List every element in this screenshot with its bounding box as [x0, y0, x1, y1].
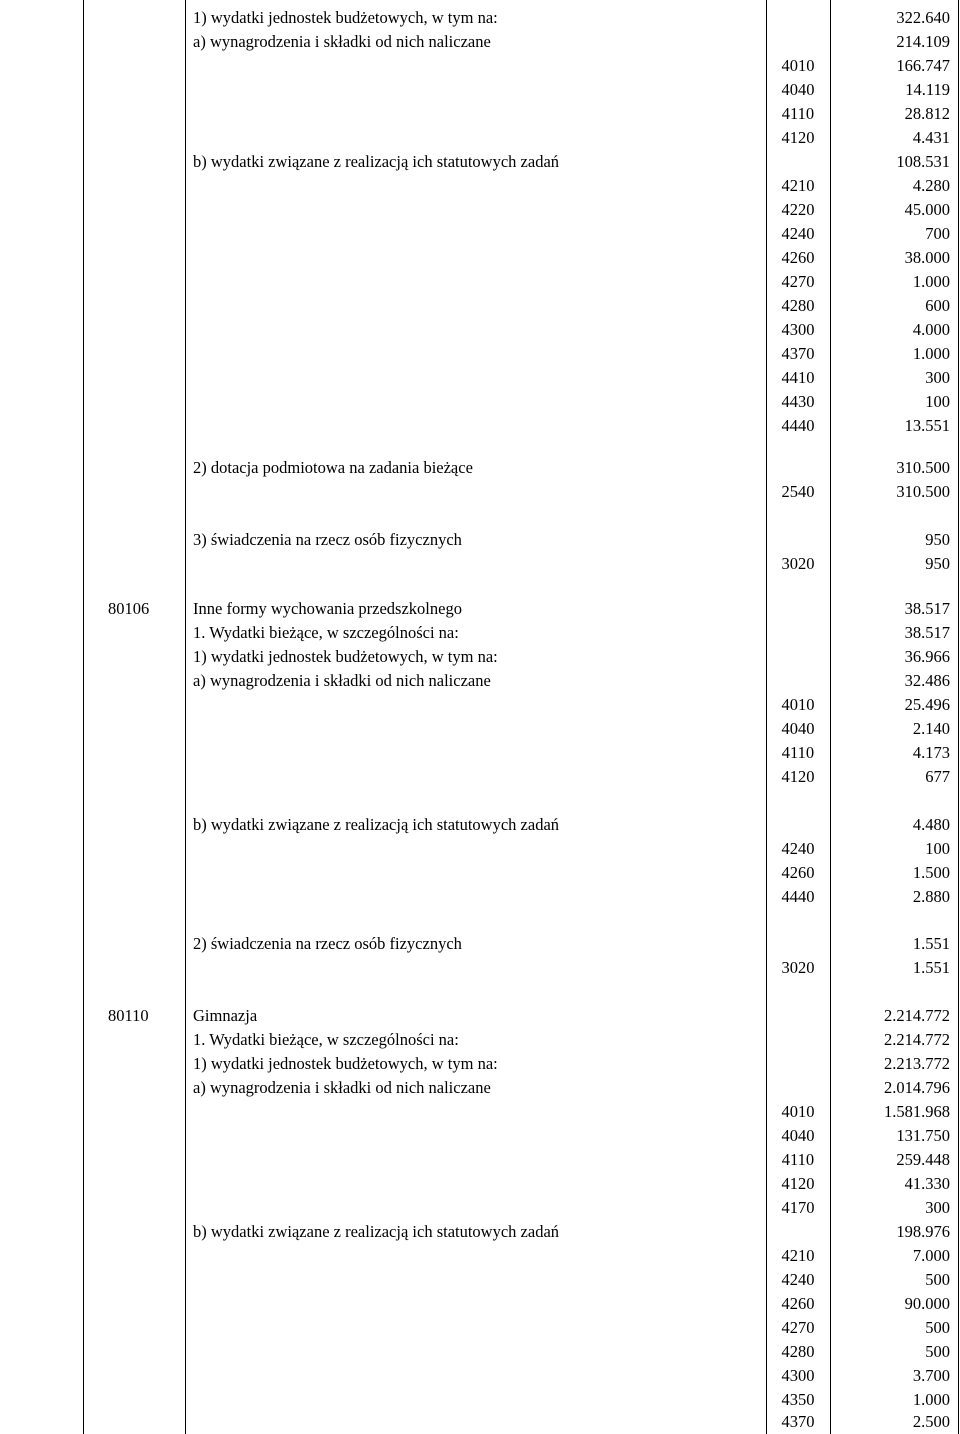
amount: 166.747: [896, 56, 950, 75]
amount: 1.551: [912, 934, 950, 953]
amount: 38.000: [904, 248, 950, 267]
table-row: [0, 102, 960, 126]
paragraph-code: 4370: [781, 1412, 815, 1431]
table-row: [0, 174, 960, 198]
amount: 4.280: [912, 176, 950, 195]
table-row: [0, 222, 960, 246]
table-row: [0, 126, 960, 150]
row-description: b) wydatki związane z realizacją ich statutowych zadań: [193, 152, 560, 171]
amount: 214.109: [896, 32, 950, 51]
table-row: [0, 342, 960, 366]
paragraph-code: 4210: [781, 1246, 815, 1265]
amount: 600: [925, 296, 950, 315]
amount: 41.330: [904, 1174, 950, 1193]
amount: 1.000: [912, 272, 950, 291]
amount: 131.750: [896, 1126, 950, 1145]
paragraph-code: 4240: [781, 224, 815, 243]
section-code: 80106: [108, 599, 150, 618]
table-row: [0, 1196, 960, 1220]
table-row: [0, 1052, 960, 1076]
paragraph-code: 4300: [781, 1366, 815, 1385]
table-row: [0, 645, 960, 669]
table-row: [0, 78, 960, 102]
row-description: 1. Wydatki bieżące, w szczególności na:: [193, 623, 459, 642]
paragraph-code: 4040: [781, 1126, 815, 1145]
amount: 310.500: [896, 482, 950, 501]
amount: 950: [925, 554, 950, 573]
table-row: [0, 1340, 960, 1364]
table-row: [0, 1148, 960, 1172]
row-description: 1. Wydatki bieżące, w szczególności na:: [193, 1030, 459, 1049]
paragraph-code: 4280: [781, 296, 815, 315]
row-description: a) wynagrodzenia i składki od nich naliczane: [193, 32, 491, 51]
table-row: [0, 390, 960, 414]
amount: 2.214.772: [884, 1006, 950, 1025]
table-row: [0, 1124, 960, 1148]
row-description: Gimnazja: [193, 1006, 258, 1025]
amount: 4.431: [912, 128, 950, 147]
paragraph-code: 4040: [781, 719, 815, 738]
amount: 1.551: [912, 958, 950, 977]
amount: 1.581.968: [884, 1102, 950, 1121]
paragraph-code: 4270: [781, 1318, 815, 1337]
amount: 28.812: [904, 104, 950, 123]
amount: 38.517: [904, 599, 950, 618]
amount: 1.500: [912, 863, 950, 882]
amount: 25.496: [904, 695, 950, 714]
table-row: [0, 885, 960, 909]
amount: 700: [925, 224, 950, 243]
amount: 4.480: [912, 815, 950, 834]
amount: 90.000: [904, 1294, 950, 1313]
table-row: [0, 621, 960, 645]
row-description: Inne formy wychowania przedszkolnego: [193, 599, 462, 618]
table-row: [0, 1172, 960, 1196]
paragraph-code: 4440: [781, 887, 815, 906]
table-row: [0, 837, 960, 861]
amount: 4.000: [912, 320, 950, 339]
table-row: [0, 1076, 960, 1100]
amount: 500: [925, 1342, 950, 1361]
amount: 300: [925, 1198, 950, 1217]
table-row: [0, 932, 960, 956]
table-row: [0, 597, 960, 621]
table-row: [0, 813, 960, 837]
table-row: [0, 1388, 960, 1412]
table-row: [0, 956, 960, 980]
table-row: [0, 1028, 960, 1052]
amount: 45.000: [904, 200, 950, 219]
row-description: 1) wydatki jednostek budżetowych, w tym na:: [193, 8, 498, 27]
row-description: b) wydatki związane z realizacją ich statutowych zadań: [193, 815, 560, 834]
paragraph-code: 4260: [781, 1294, 815, 1313]
amount: 2.500: [912, 1412, 950, 1431]
paragraph-code: 2540: [781, 482, 815, 501]
amount: 3.700: [912, 1366, 950, 1385]
paragraph-code: 4240: [781, 1270, 815, 1289]
table-row: [0, 480, 960, 504]
paragraph-code: 4120: [781, 1174, 815, 1193]
amount: 322.640: [896, 8, 950, 27]
amount: 677: [925, 767, 950, 786]
table-row: [0, 414, 960, 438]
paragraph-code: 3020: [781, 554, 815, 573]
amount: 2.214.772: [884, 1030, 950, 1049]
table-row: [0, 150, 960, 174]
paragraph-code: 4300: [781, 320, 815, 339]
paragraph-code: 4410: [781, 368, 815, 387]
section-code: 80110: [108, 1006, 149, 1025]
paragraph-code: 4040: [781, 80, 815, 99]
paragraph-code: 4110: [781, 104, 815, 123]
table-row: [0, 765, 960, 789]
table-row: [0, 1316, 960, 1340]
amount: 2.140: [912, 719, 950, 738]
table-row: [0, 861, 960, 885]
paragraph-code: 4430: [781, 392, 815, 411]
paragraph-code: 4260: [781, 863, 815, 882]
paragraph-code: 4240: [781, 839, 815, 858]
table-row: [0, 1410, 960, 1434]
amount: 100: [925, 839, 950, 858]
table-row: [0, 693, 960, 717]
amount: 300: [925, 368, 950, 387]
amount: 310.500: [896, 458, 950, 477]
row-description: 2) dotacja podmiotowa na zadania bieżące: [193, 458, 473, 477]
row-description: a) wynagrodzenia i składki od nich naliczane: [193, 671, 491, 690]
amount: 14.119: [905, 80, 950, 99]
table-row: [0, 1292, 960, 1316]
amount: 36.966: [904, 647, 950, 666]
amount: 2.880: [912, 887, 950, 906]
paragraph-code: 4110: [781, 743, 815, 762]
amount: 108.531: [896, 152, 950, 171]
amount: 13.551: [904, 416, 950, 435]
table-row: [0, 552, 960, 576]
paragraph-code: 4210: [781, 176, 815, 195]
table-row: [0, 669, 960, 693]
paragraph-code: 4010: [781, 695, 815, 714]
paragraph-code: 4350: [781, 1390, 815, 1409]
paragraph-code: 4440: [781, 416, 815, 435]
amount: 500: [925, 1270, 950, 1289]
paragraph-code: 4120: [781, 128, 815, 147]
row-description: 1) wydatki jednostek budżetowych, w tym na:: [193, 1054, 498, 1073]
amount: 4.173: [912, 743, 950, 762]
amount: 259.448: [896, 1150, 950, 1169]
row-description: 1) wydatki jednostek budżetowych, w tym na:: [193, 647, 498, 666]
row-description: a) wynagrodzenia i składki od nich naliczane: [193, 1078, 491, 1097]
amount: 100: [925, 392, 950, 411]
row-description: 3) świadczenia na rzecz osób fizycznych: [193, 530, 462, 549]
paragraph-code: 3020: [781, 958, 815, 977]
amount: 1.000: [912, 1390, 950, 1409]
paragraph-code: 4120: [781, 767, 815, 786]
paragraph-code: 4010: [781, 56, 815, 75]
row-description: b) wydatki związane z realizacją ich statutowych zadań: [193, 1222, 560, 1241]
amount: 32.486: [904, 671, 950, 690]
table-row: [0, 54, 960, 78]
amount: 38.517: [904, 623, 950, 642]
table-row: [0, 1100, 960, 1124]
table-row: [0, 1220, 960, 1244]
table-row: [0, 246, 960, 270]
table-row: [0, 6, 960, 30]
amount: 2.213.772: [884, 1054, 950, 1073]
table-row: [0, 198, 960, 222]
table-row: [0, 294, 960, 318]
paragraph-code: 4270: [781, 272, 815, 291]
table-row: [0, 30, 960, 54]
amount: 1.000: [912, 344, 950, 363]
paragraph-code: 4370: [781, 344, 815, 363]
table-row: [0, 1244, 960, 1268]
table-row: [0, 270, 960, 294]
amount: 7.000: [912, 1246, 950, 1265]
paragraph-code: 4260: [781, 248, 815, 267]
paragraph-code: 4110: [781, 1150, 815, 1169]
table-row: [0, 717, 960, 741]
paragraph-code: 4170: [781, 1198, 815, 1217]
amount: 500: [925, 1318, 950, 1337]
table-row: [0, 1268, 960, 1292]
table-row: [0, 741, 960, 765]
table-row: [0, 1004, 960, 1028]
row-description: 2) świadczenia na rzecz osób fizycznych: [193, 934, 462, 953]
table-row: [0, 318, 960, 342]
table-row: [0, 456, 960, 480]
amount: 950: [925, 530, 950, 549]
table-row: [0, 366, 960, 390]
amount: 198.976: [896, 1222, 950, 1241]
paragraph-code: 4220: [781, 200, 815, 219]
table-row: [0, 1364, 960, 1388]
paragraph-code: 4280: [781, 1342, 815, 1361]
amount: 2.014.796: [884, 1078, 950, 1097]
table-row: [0, 528, 960, 552]
paragraph-code: 4010: [781, 1102, 815, 1121]
